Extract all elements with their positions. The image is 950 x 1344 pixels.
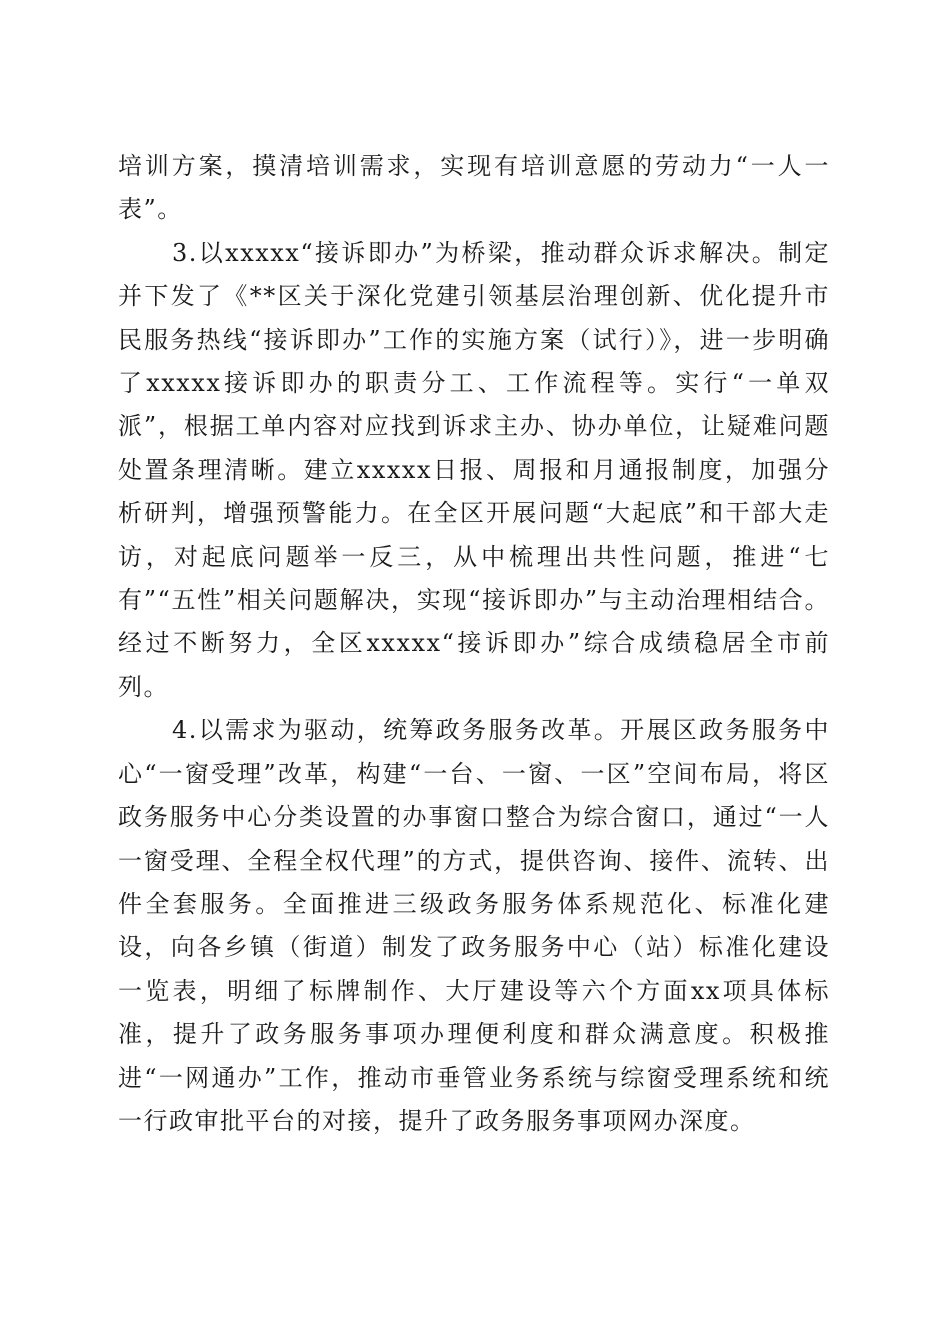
paragraph-government-service-reform: 4.以需求为驱动，统筹政务服务改革。开展区政务服务中心“一窗受理”改革，构建“一台、一窗、一区”空间布局，将区政务服务中心分类设置的办事窗口整合为综合窗口，通过“一人一窗受理、全程全权代理”的方式，提供咨询、接件、流转、出件全套服务。全面推进三级政务服务体系规范化、标准化建设，向各乡镇（街道）制发了政务服务中心（站）标准化建设一览表，明细了标牌制作、大厅建设等六个方面xx项具体标准，提升了政务服务事项办理便利度和群众满意度。积极推进“一网通办”工作，推动市垂管业务系统与综窗受理系统和统一行政审批平台的对接，提升了政务服务事项网办深度。	[118, 716, 830, 1135]
paragraph-training-plan: 培训方案，摸清培训需求，实现有培训意愿的劳动力“一人一表”。	[118, 152, 830, 224]
paragraph-complaint-handling: 3.以xxxxx“接诉即办”为桥梁，推动群众诉求解决。制定并下发了《**区关于深化党建引领基层治理创新、优化提升市民服务热线“接诉即办”工作的实施方案（试行）》，进一步明确了xxxxx接诉即办的职责分工、工作流程等。实行“一单双派”，根据工单内容对应找到诉求主办、协办单位，让疑难问题处置条理清晰。建立xxxxx日报、周报和月通报制度，加强分析研判，增强预警能力。在全区开展问题“大起底”和干部大走访，对起底问题举一反三，从中梳理出共性问题，推进“七有”“五性”相关问题解决，实现“接诉即办”与主动治理相结合。经过不断努力，全区xxxxx“接诉即办”综合成绩稳居全市前列。	[118, 238, 830, 701]
document-body	[118, 145, 830, 1143]
